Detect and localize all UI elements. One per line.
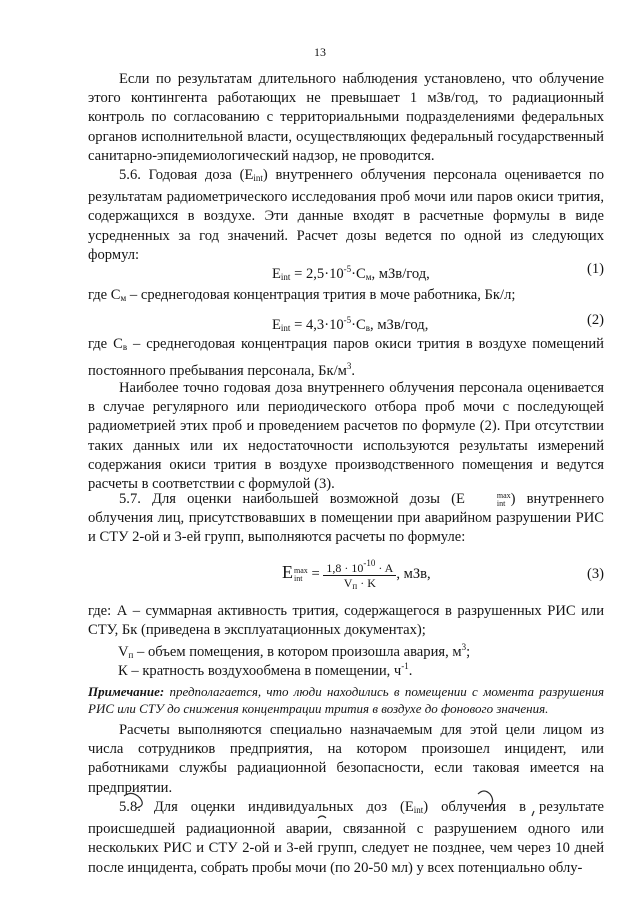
formula-2 xyxy=(88,310,604,332)
formula-3-expression: E max int = $\frac{1,8 \cdot 10^{-10} \cdot A}{V_п \cdot K}$ , мЗв, xyxy=(282,558,431,591)
definitions-a: где: А – суммарная активность трития, содержащегося в разрушенных РИС или СТУ, Бк (приведена в эксплуатационных документах); xyxy=(88,603,604,639)
p2-sub: int xyxy=(253,173,263,183)
paragraph-5-6 xyxy=(88,166,604,265)
where-cm: где $C_м$ – среднегодовая концентрация трития в моче работника, Бк/л; xyxy=(88,287,516,303)
note-label: Примечание: xyxy=(88,684,165,699)
note-text: предполагается, что люди находились в помещении с момента разрушения РИС или СТУ до снижения концентрации трития в воздухе до фонового значения. xyxy=(88,684,604,716)
p2-text-a: 5.6. Годовая доза (E xyxy=(119,167,254,183)
note xyxy=(88,683,604,717)
emax-inline: E max int xyxy=(455,490,511,508)
definition-k: К – кратность воздухообмена в помещении, $ч^{-1}$. xyxy=(118,661,413,679)
formula-1-number: (1) xyxy=(586,261,604,277)
formula-3-fraction: $\frac{1,8 \cdot 10^{-10} \cdot A}{V_п \cdot K}$ xyxy=(323,556,396,593)
formula-3 xyxy=(88,556,604,592)
definition-v: $V_п$ – объем помещения, в котором произошла авария, $м^3$; xyxy=(118,642,471,660)
formula-2-number: (2) xyxy=(586,312,604,328)
page-number: 13 xyxy=(314,45,326,59)
p2-text-b: ) внутреннего облучения персонала оценивается по результатам радиометрического исследования проб мочи или паров окиси трития, содержащихся в воздухе. Эти данные входят в расчетные формулы в виде усредненных за год значений. Расчет дозы ведется по одной из следующих формул: xyxy=(88,167,605,263)
paragraph-observation: Если по результатам длительного наблюдения установлено, что облучение этого контингента работающих не превышает 1 мЗв/год, то радиационный контроль по согласованию с территориальными подразделениями федеральных органов исполнительной власти, осуществляющих федеральный государственный санитарно-эпидемиологический надзор, не проводится. xyxy=(88,71,604,164)
paragraph-accuracy: Наиболее точно годовая доза внутреннего облучения персонала оценивается в случае регулярного или периодического отбора проб мочи с последующей радиометрией этих проб и проведением расчетов по формуле (2). При отсутствии таких данных или их недостаточности используются результаты измерений содержания окиси трития в воздухе производственного помещения и ведутся расчеты в соответствии с формулой (3). xyxy=(88,380,604,493)
formula-2-expression: $E_{int} = 4,3\cdot 10^{-5}\cdot C_в$, мЗв/год, xyxy=(272,315,429,333)
paragraph-calculations: Расчеты выполняются специально назначаемым для этой цели лицом из числа сотрудников предприятия, на котором произошел инцидент, или работниками службы радиационной безопасности, если таковая имеется на предприятии. xyxy=(88,722,604,796)
paragraph-5-7: 5.7. Для оценки наибольшей возможной дозы (E max int ) внутреннего облучения лиц, присутствовавших в помещении при аварийном разрушении РИС и СТУ 2-ой и 3-ей групп, выполняются расчеты по формуле: xyxy=(88,490,604,546)
formula-3-number: (3) xyxy=(586,566,604,582)
formula-1-expression: $E_{int} = 2,5\cdot 10^{-5}\cdot C_м$, мЗв/год, xyxy=(272,264,430,282)
where-cv: где $C_в$ – среднегодовая концентрация паров окиси трития в воздухе помещений постоянного пребывания персонала, $Бк/м^3$. xyxy=(88,336,604,380)
paragraph-5-8: 5.8. Для оценки индивидуальных доз $(E_{int})$ облучения в результате происшедшей радиационной аварии, связанной с разрушением одного или нескольких РИС и СТУ 2-ой и 3-ей групп, следует не позднее, чем через 10 дней после инцидента, собрать пробы мочи (по 20-50 мл) у всех потенциально облу- xyxy=(88,799,604,876)
formula-1 xyxy=(88,259,604,281)
